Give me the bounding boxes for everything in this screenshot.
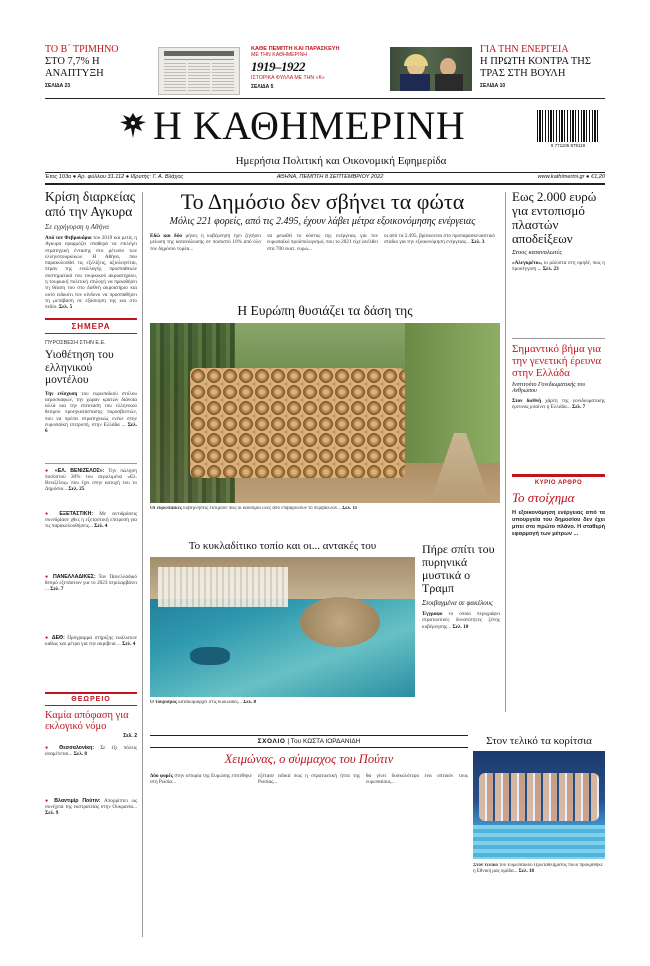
pyrosvesi-page: Σελ. 6	[45, 421, 137, 435]
kyrio-arthro-label: ΚΥΡΙΟ ΑΡΘΡΟ	[534, 480, 583, 486]
note-bullet-icon: ●	[45, 510, 54, 517]
scholio-col-1-text: στην ιστορία της Ευρώπης επιτέθηκε στη Ρωσία...	[150, 773, 252, 786]
lead-headline: Το Δημόσιο δεν σβήνει τα φώτα	[180, 189, 465, 214]
scholio-col-3: θα γίνει δυσκολότερο ένα οπτικόν τους ευρωπαίους...	[366, 773, 468, 786]
masthead-info-left: Έτος 103ο ● Αρ. φύλλου 31.112 ● Ιδρυτής: Γ. Α. Βλάχος	[45, 174, 184, 180]
truss-photo	[390, 47, 472, 91]
lead-col-2: να μειωθεί το κόστος της ενέργειας για τον ευρωπαϊκό προϋπολογισμό, που το 2021 είχε ανέλθει στα 700 εκατ. ευρώ...	[267, 233, 378, 252]
masthead-rule-top	[45, 172, 605, 173]
forest-headline: Η Ευρώπη θυσιάζει τα δάση της	[237, 303, 413, 318]
theorio-headline[interactable]: Καμία απόφαση για εκλογικό νόμο	[45, 709, 129, 732]
ygeia-page: Σελ. 7	[571, 404, 586, 411]
note-bullet-icon: ●	[45, 744, 53, 751]
simera-label: ΣΗΜΕΡΑ	[45, 318, 137, 334]
promo-historic-issues[interactable]	[251, 46, 376, 90]
notes-list	[45, 463, 137, 689]
promo-truss-kicker: ΓΙΑ ΤΗΝ ΕΝΕΡΓΕΙΑ	[480, 44, 569, 55]
note-page: Σελ. 8	[73, 750, 87, 757]
scholio-col-1	[150, 773, 252, 938]
lead-col-1-text: μήνες η κυβέρνηση έχει ζητήσει μείωση της κατανάλωσης σε ποσοστό 10% από όλο τον δημόσιο τομέα...	[150, 233, 261, 252]
top-banner	[0, 0, 650, 92]
plastic-headline[interactable]: Εως 2.000 ευρώ για εντοπισμό πλαστών αποδείξεων	[512, 189, 597, 246]
swimming-headline: Στον τελικό τα κορίτσια	[486, 735, 592, 747]
lead-page: Σελ. 3	[471, 239, 485, 246]
krisi-headline[interactable]: Κρίση διαρκείας από την Αγκυρα	[45, 189, 136, 219]
promo-historic-line3: ΙΣΤΟΡΙΚΑ ΦΥΛΛΑ ΜΕ ΤΗΝ «Κ»	[251, 75, 325, 81]
swimming-page: Σελ. 18	[518, 869, 534, 874]
krisi-byline: Σε εγρήγορση η Αθήνα	[45, 223, 110, 231]
plastic-page: Σελ. 23	[542, 266, 559, 273]
note-text: Με αντιδράσεις συνεδρίασε χθες η εξεταστική επιτροπή για τις παρακολουθήσεις...	[45, 510, 137, 529]
plastic-deck: Στους καταναλωτές	[512, 249, 562, 256]
note-bullet-icon: ●	[45, 634, 50, 641]
scholio[interactable]	[150, 735, 468, 940]
note-item[interactable]	[45, 798, 137, 853]
ygeia-deck: Ινστιτούτο Γονιδιωματικής του Ανθρώπου	[512, 382, 586, 394]
promo-gdp-page: ΣΕΛΙΔΑ 23	[45, 83, 71, 89]
right-column	[512, 190, 605, 735]
note-bullet-icon: ●	[45, 467, 51, 474]
kyrio-arthro-box[interactable]	[512, 474, 605, 652]
pyrosvesi-body-text: του ευρωπαϊκού στόλου αεροσκαφών, την χώραν κρατών διάνοια αλλά και την επέκταση του ελληνικού θεσμού προεγκατάστασης πυροσβεστών, που να πρέπει στρατηγικώς ενέκε στην ευρωπαϊκή επιτροπή, στην Ελλάδα ...	[45, 390, 137, 428]
forest-logs-photo	[150, 323, 500, 503]
note-text: Πρόγραμμα στήριξης ευάλωτων καθώς και μέτρα για την ακρίβεια ...	[45, 634, 137, 647]
trump-story[interactable]	[422, 543, 500, 733]
note-text: Την πώληση ποσοστού 30% του αερολιμένα «Ελ. Βενιζέλος» που έχει στην κατοχή του το Δημόσιο...	[45, 467, 137, 493]
trump-body-lead: Έγγραφο	[422, 611, 443, 617]
trump-body	[422, 611, 500, 723]
cyclades-aerial-photo	[150, 557, 415, 697]
tourism-caption-lead: Ο τουρισμός	[150, 700, 177, 705]
trump-body-text: το οποίο περιγράφει στρατιωτικές δυνατότητες ξένης κυβέρνησης...	[422, 611, 500, 630]
pyrosvesi-headline[interactable]: Υιοθέτηση του ελληνικού μοντέλου	[45, 349, 114, 386]
banner-divider	[45, 98, 605, 99]
note-item[interactable]	[45, 635, 137, 689]
forest-caption-lead: Οι ευρωπαϊκές	[150, 506, 182, 511]
barcode-number: 9 771105 879119	[550, 143, 586, 148]
note-page: Σελ. 4	[122, 640, 136, 647]
tourism-page: Σελ. 8	[243, 700, 257, 705]
kyrio-arthro-body: Η εξοικονόμηση ενέργειας από τα υπουργεία του δημοσίου δεν έχει μπει στο πρώτο πλάνο. Η σταθερή εφαρμογή των μέτρων ...	[512, 510, 605, 537]
note-lead: ΔΕΘ:	[51, 634, 65, 641]
tourism-caption	[150, 700, 415, 730]
note-item[interactable]	[45, 511, 137, 571]
promo-gdp-headline: ΣΤΟ 7,7% Η ΑΝΑΠΤΥΞΗ	[45, 56, 104, 79]
forest-story[interactable]	[150, 303, 500, 530]
note-bullet-icon: ●	[45, 573, 50, 580]
krisi-body-lead: Από τον Φεβρουάριο	[45, 235, 92, 241]
note-page: Σελ. 4	[94, 522, 108, 529]
note-text: Τον Πανελλαδικό θεσμό εξετάσεων για το 2023 περιλαμβάνει ...	[45, 573, 137, 592]
promo-truss-page: ΣΕΛΙΔΑ 10	[480, 83, 506, 89]
promo-truss[interactable]	[480, 44, 610, 89]
pyrosvesi-body-lead: Την ενίσχυση	[45, 390, 78, 397]
promo-gdp[interactable]	[45, 44, 150, 89]
barcode	[537, 110, 599, 150]
pyrosvesi-kicker: ΠΥΡΟΣΒΕΣΗ ΣΤΗΝ Ε.Ε.	[45, 340, 106, 346]
ygeia-body-text: χάρτη της γονιδιωματικής έρευνας μπαίνει η Ελλάδα...	[512, 398, 605, 411]
note-item[interactable]	[45, 574, 137, 632]
swimming-caption-text: του Ευρωπαϊκού Πρωταθλήματος πόλο πρόκριθηκε η Εθνική μας ομάδα...	[473, 863, 603, 874]
promo-historic-page: ΣΕΛΙΔΑ 5	[251, 84, 274, 90]
note-lead: ΕΞΕΤΑΣΤΙΚΗ:	[59, 510, 94, 517]
swimming-caption	[473, 863, 605, 939]
ygeia-body	[512, 398, 605, 466]
forest-caption-text: κυβερνήσεις εκτιμούν πως οι καύσιμοι ύλες από επιβαρύνουν το περιβάλλον...	[183, 506, 341, 511]
krisi-body-text: του 2019 και μετά, η Αγκυρα εφαρμόζει σταθερά να επιλέγει στρατηγική έντασης στο μέτωπο των ελληνοτουρκικών. Η Αθήνα, που παρακολουθεί τις εξελίξεις, αξιολογείται, πέραν της εναλλαγής προσπαθειών συστηματικά του τουρκικού ακροατηρίου, η τουρκική πολιτική επιλογή να προωθήσει τη θέαση του στο διεθνή ακροατήριο και ουτό ειδικότι τον κίνδυνο να προσπαθήσει τη μετάβαση σε εξάσκηση της και στο πεδίο.	[45, 235, 137, 311]
note-page: Σελ. 9	[45, 809, 59, 816]
lead-col-3-text: οι από τα 2.495, βρίσκονται στο προπαρασκευαστικό στάδιο για την εξοικονόμηση ενέργειας...	[384, 233, 495, 246]
center-right-divider	[505, 192, 506, 712]
tourism-story[interactable]	[150, 540, 415, 735]
lead-col-1-lead: Εδώ και δύο	[150, 233, 183, 239]
old-newspaper-thumbnail	[158, 47, 240, 95]
theorio-label: ΘΕΩΡΕΙΟ	[45, 692, 137, 706]
plastic-body-text: κι μάλιστα στη ομηδέ, πως η προσέγγιση ...	[512, 260, 605, 273]
trump-page: Σελ. 10	[452, 623, 469, 630]
lead-story[interactable]	[150, 190, 495, 310]
note-page: Σελ. 7	[50, 585, 64, 592]
lead-deck: Μόλις 221 φορείς, από τις 2.495, έχουν λάβει μέτρα εξοικονόμησης ενέργειας	[169, 216, 476, 227]
promo-gdp-kicker: ΤΟ Β΄ ΤΡΙΜΗΝΟ	[45, 44, 119, 55]
left-column-divider	[142, 192, 143, 937]
note-text: Σε έξι πόλεις αναμένεται...	[45, 744, 137, 757]
kyrio-arthro-headline: Το στοίχημα	[512, 490, 575, 505]
scholio-col-1-lead: Δύο φορές	[150, 773, 173, 779]
trump-deck: Στοιβαγμένα σε φακέλους	[422, 599, 493, 607]
promo-historic-line1: ΚΑΘΕ ΠΕΜΠΤΗ ΚΑΙ ΠΑΡΑΣΚΕΥΗ	[251, 46, 340, 52]
left-column	[45, 190, 137, 940]
scholio-label-row: ΣΧΟΛΙΟ | Του ΚΩΣΤΑ ΙΟΡΔΑΝΙΔΗ	[150, 735, 468, 748]
note-lead: «ΕΛ. ΒΕΝΙΖΕΛΟΣ»:	[54, 467, 105, 474]
masthead-title: Η ΚΑΘΗΜΕΡΙΝΗ	[153, 103, 466, 148]
masthead-info-right: www.kathimerini.gr ● €1,20	[537, 174, 605, 180]
ygeia-body-lead: Στον διεθνή	[512, 398, 542, 404]
promo-historic-line2: ΜΕ ΤΗΝ ΚΑΘΗΜΕΡΙΝΗ	[251, 52, 307, 58]
forest-page: Σελ. 11	[342, 506, 358, 511]
note-lead: Θεσσαλονίκη:	[59, 744, 95, 751]
promo-truss-headline: Η ΠΡΩΤΗ ΚΟΝΤΡΑ ΤΗΣ ΤΡΑΣ ΣΤΗ ΒΟΥΛΗ	[480, 56, 591, 79]
plastic-body-lead: «Αλεγκρέτο»,	[512, 260, 543, 266]
masthead	[45, 100, 605, 180]
note-lead: ΠΑΝΕΛΛΑΔΙΚΕΣ:	[52, 573, 96, 580]
phoenix-logo-icon	[117, 110, 149, 142]
masthead-info-center: ΑΘΗΝΑ, ΠΕΜΠΤΗ 8 ΣΕΠΤΕΜΒΡΙΟΥ 2022	[276, 174, 384, 180]
lead-col-3	[384, 233, 495, 303]
pyrosvesi-body	[45, 391, 137, 457]
ygeia-headline[interactable]: Σημαντικό βήμα για την γενετική έρευνα στην Ελλάδα	[512, 343, 602, 379]
trump-headline: Πήρε σπίτι του πυρηνικά μυστικά ο Τραμπ	[422, 542, 495, 595]
krisi-body	[45, 235, 137, 314]
note-bullet-icon: ●	[45, 797, 51, 804]
scholio-col-2: εξέτασε ειδικά πως η στρατιωτική ήττα της Ρωσίας...	[258, 773, 360, 786]
krisi-page: Σελ. 5	[58, 304, 73, 311]
swimming-caption-lead: Στον τελικό	[473, 863, 498, 868]
theorio-page: Σελ. 2	[123, 732, 137, 739]
masthead-rule-bottom	[45, 183, 605, 185]
note-lead: Βλαντιμίρ Πούτιν:	[54, 797, 101, 804]
masthead-subtitle: Ημερήσια Πολιτική και Οικονομική Εφημερίδα	[235, 155, 447, 167]
plastic-body	[512, 260, 605, 332]
lead-col-1	[150, 233, 261, 303]
swimming-story[interactable]	[473, 735, 605, 940]
swimming-team-photo	[473, 751, 605, 859]
note-item[interactable]	[45, 745, 137, 795]
scholio-author: Του ΚΩΣΤΑ ΙΟΡΔΑΝΙΔΗ	[290, 738, 361, 745]
note-item[interactable]	[45, 468, 137, 508]
tourism-caption-text: κατακυριαρχεί στις Κυκλάδες...	[178, 700, 242, 705]
scholio-headline: Χειμώνας, ο σύμμαχος του Πούτιν	[224, 752, 394, 766]
note-page: Σελ. 25	[68, 486, 85, 493]
tourism-headline: Το κυκλαδίτικο τοπίο και οι... αντακές του	[188, 540, 377, 552]
promo-historic-years: 1919–1922	[251, 59, 305, 74]
scholio-label: ΣΧΟΛΙΟ	[257, 738, 286, 745]
forest-caption	[150, 506, 500, 530]
note-text: Απορρίπτει ως συνέχεια της εκστρατείας στην Ουκρανία...	[45, 797, 137, 810]
